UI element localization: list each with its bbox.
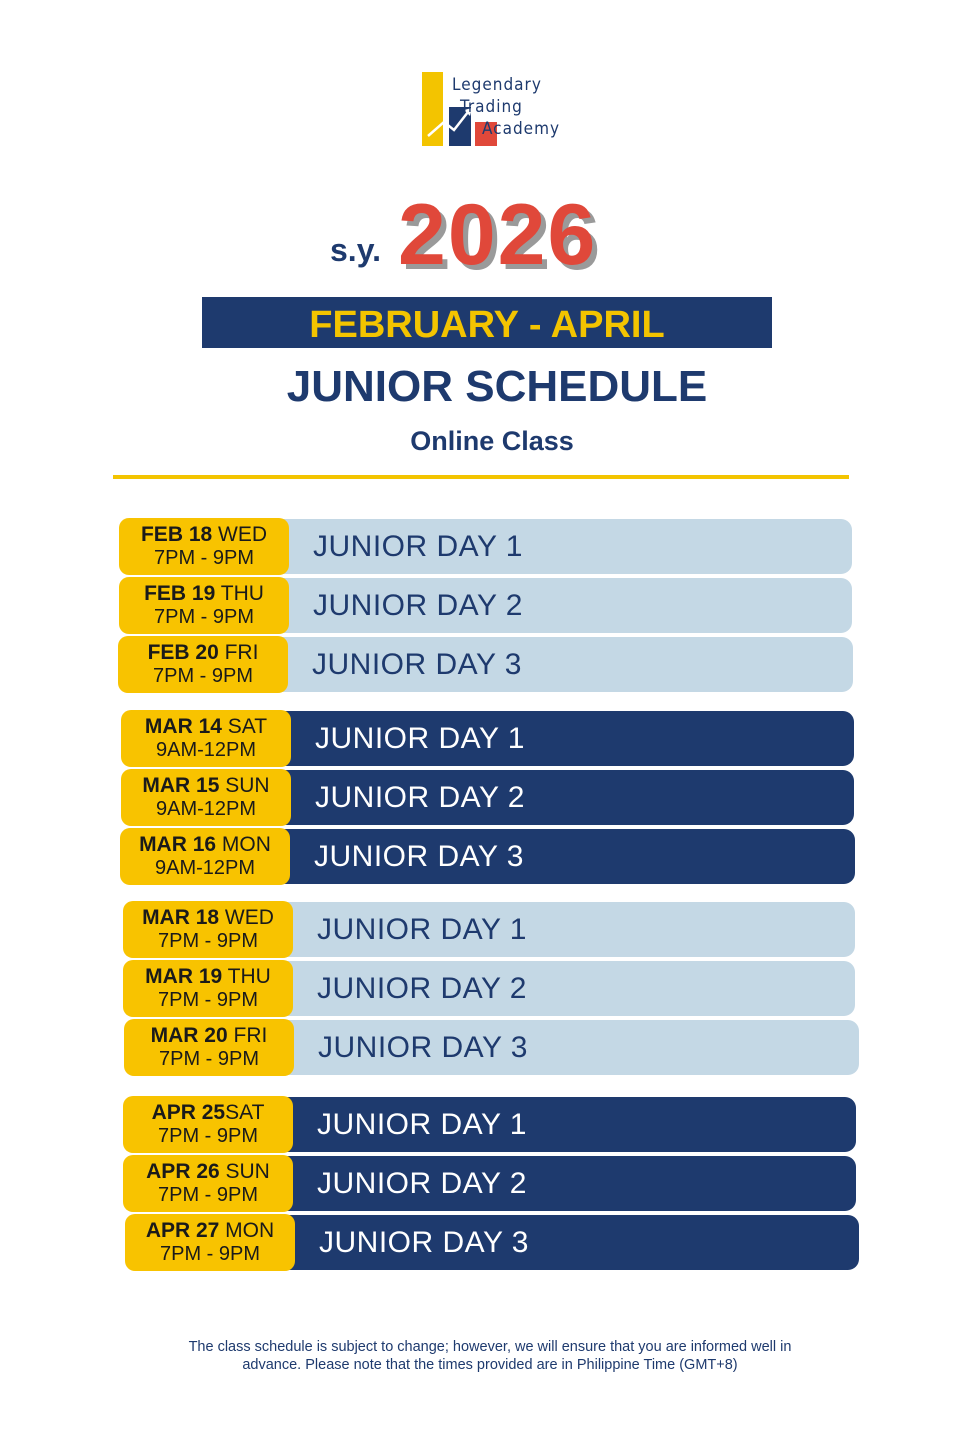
disclaimer-line-1: The class schedule is subject to change; however, we will ensure that you are informed well in [188,1339,792,1355]
divider [113,475,849,479]
date-pill [121,769,291,826]
session-time: 9AM-12PM [154,857,256,879]
session-date-line [121,774,291,798]
date-pill [123,1155,293,1212]
session-label: JUNIOR DAY 2 [317,972,527,1005]
school-year-label: s.y. [330,232,381,268]
session-weekday: THU [215,582,264,605]
session-weekday: FRI [218,641,259,664]
session-date: MAR 18 [142,906,220,929]
logo-line-2: Trading [460,97,523,117]
session-bar [273,711,854,766]
disclaimer-line-2: advance. Please note that the times provided are in Philippine Time (GMT+8) [242,1357,738,1373]
session-bar [276,1020,859,1075]
date-pill [119,518,289,575]
session-date: APR 25 [151,1101,226,1124]
session-date: MAR 20 [150,1024,228,1047]
session-time: 7PM - 9PM [153,547,255,569]
date-pill [123,960,293,1017]
session-date-line [123,1160,293,1184]
date-pill [123,901,293,958]
session-date: FEB 20 [147,641,219,664]
session-label: JUNIOR DAY 2 [313,589,523,622]
session-date-line [123,965,293,989]
session-date: APR 27 [145,1219,220,1242]
session-weekday: SUN [219,774,270,797]
session-weekday: SUN [219,1160,270,1183]
session-time: 7PM - 9PM [157,1184,259,1206]
session-bar [275,1156,856,1211]
session-date: FEB 19 [144,582,216,605]
session-bar [275,961,855,1016]
session-weekday: SAT [221,715,268,738]
session-date-line [119,523,289,547]
session-date-line [119,582,289,606]
session-date: MAR 14 [144,715,222,738]
session-date: MAR 15 [142,774,220,797]
schedule-row [119,518,852,575]
session-date: FEB 18 [140,523,213,546]
date-pill [123,1096,293,1153]
session-date-line [123,906,293,930]
session-date-line [123,1101,293,1125]
session-weekday: THU [222,965,271,988]
session-weekday: MON [219,1219,275,1242]
schedule-row [125,1214,859,1271]
logo-wordmark [452,74,572,140]
schedule-row [120,828,855,885]
session-bar [271,578,852,633]
date-pill [118,636,288,693]
session-time: 7PM - 9PM [157,989,259,1011]
session-weekday: WED [212,523,268,546]
session-time: 9AM-12PM [155,739,257,761]
session-label: JUNIOR DAY 3 [319,1226,529,1259]
session-weekday: FRI [227,1024,268,1047]
session-label: JUNIOR DAY 2 [315,781,525,814]
session-date-line [121,715,291,739]
schedule-row [121,769,854,826]
session-time: 7PM - 9PM [159,1243,261,1265]
session-date: MAR 16 [139,833,217,856]
schedule-row [118,636,853,693]
session-label: JUNIOR DAY 1 [315,722,525,755]
date-pill [121,710,291,767]
session-weekday: WED [219,906,274,929]
schedule-row [121,710,854,767]
date-pill [119,577,289,634]
month-range-banner: FEBRUARY - APRIL [202,297,772,348]
schedule-row [124,1019,859,1076]
session-date-line [125,1219,295,1243]
schedule-row [123,1096,856,1153]
session-time: 7PM - 9PM [157,930,259,952]
page-title: JUNIOR SCHEDULE [286,362,708,411]
school-year-value: 2026 [398,187,598,283]
session-time: 7PM - 9PM [158,1048,260,1070]
session-date-line [118,641,288,665]
schedule-row [123,901,855,958]
schedule-row [123,960,855,1017]
schedule-row [123,1155,856,1212]
session-date-line [120,833,290,857]
session-label: JUNIOR DAY 3 [318,1031,528,1064]
session-weekday: MON [216,833,271,856]
date-pill [120,828,290,885]
logo-line-3: Academy [482,119,561,139]
session-time: 7PM - 9PM [153,606,255,628]
session-label: JUNIOR DAY 1 [317,1108,527,1141]
page-subtitle: Online Class [410,426,574,456]
session-time: 7PM - 9PM [157,1125,259,1147]
session-time: 7PM - 9PM [152,665,254,687]
session-bar [271,519,852,574]
session-label: JUNIOR DAY 3 [312,648,522,681]
session-bar [270,637,853,692]
schedule-row [119,577,852,634]
session-bar [273,770,854,825]
schedule-disclaimer [120,1338,860,1374]
school-year [0,186,960,286]
session-label: JUNIOR DAY 1 [317,913,527,946]
session-weekday: SAT [225,1101,265,1124]
session-bar [272,829,855,884]
session-bar [277,1215,859,1270]
session-time: 9AM-12PM [155,798,257,820]
date-pill [125,1214,295,1271]
session-label: JUNIOR DAY 3 [314,840,524,873]
academy-logo [422,72,572,148]
session-bar [275,902,855,957]
session-date-line [124,1024,294,1048]
session-date: APR 26 [146,1160,220,1183]
session-label: JUNIOR DAY 1 [313,530,523,563]
session-bar [275,1097,856,1152]
date-pill [124,1019,294,1076]
logo-line-1: Legendary [452,75,542,95]
session-label: JUNIOR DAY 2 [317,1167,527,1200]
session-date: MAR 19 [145,965,223,988]
